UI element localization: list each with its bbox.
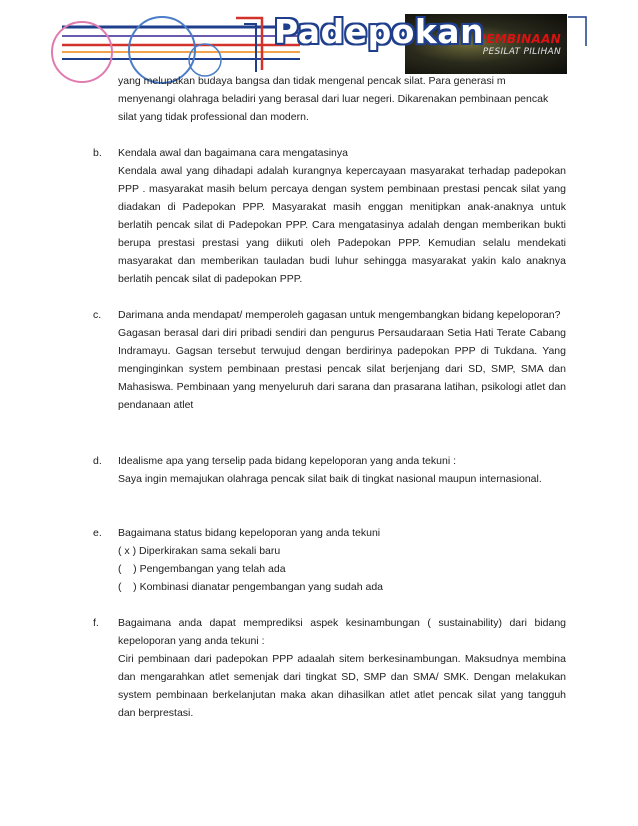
section-letter: e. xyxy=(93,527,102,539)
section-answer: Saya ingin memajukan olahraga pencak silat baik di tingkat nasional maupun internasional. xyxy=(118,473,542,485)
intro-line: silat yang tidak professional dan modern. xyxy=(118,111,309,123)
section-letter: f. xyxy=(93,617,99,629)
section-e xyxy=(93,524,566,596)
intro-paragraph xyxy=(96,72,566,126)
section-question: Idealisme apa yang terselip pada bidang kepeloporan yang anda tekuni : xyxy=(118,455,456,467)
document-body xyxy=(93,72,566,722)
header-corner-right xyxy=(568,17,586,46)
header-bracket-navy xyxy=(244,24,256,72)
section-letter: c. xyxy=(93,309,102,321)
section-answer: Kendala awal yang dihadapi adalah kurangnya kepercayaan masyarakat terhadap padepokan PPP . masyarakat masih belum percaya dengan system pembinaan prestasi pencak silat yang diadakan di Padepokan PPP. Masyarakat masih enggan menitipkan anak-anaknya untuk berlatih pencak silat di Padepokan PPP. Cara mengatasinya adalah dengan memberikan bukti berupa prestasi prestasi yang diikuti oleh Padepokan PPP. Kemudian selalu mendekati masyarakat dan memberikan tauladan budi luhur sehingga masyarakat yakin kalo anaknya berlatih pencak silat di padepokan PPP. xyxy=(118,165,566,285)
section-answer: Gagasan berasal dari diri pribadi sendiri dan pengurus Persaudaraan Setia Hati Terate Cabang Indramayu. Gagsan tersebut terwujud dengan berdirinya padepokan PPP di Tukdana. Yang menginginkan system pembinaan prestasi pencak silat berjenjang dari SD, SMP, SMA dan Mahasiswa. Pembinaan yang menyeluruh dari sarana dan prasarana latihan, psikologi atlet dan pendanaan atlet xyxy=(118,327,566,411)
section-question: Darimana anda mendapat/ memperoleh gagasan untuk mengembangkan bidang kepeloporan? xyxy=(118,309,561,321)
status-option: ( ) Pengembangan yang telah ada xyxy=(118,563,286,575)
section-question: Kendala awal dan bagaimana cara mengatasinya xyxy=(118,147,348,159)
section-c xyxy=(93,306,566,414)
section-answer: Ciri pembinaan dari padepokan PPP adaalah sitem berkesinambungan. Maksudnya membina dan mengarahkan atlet semenjak dari tingkat SD, SMP dan SMA/ SMK. Dengan melakukan system pembinaan berkelanjutan maka akan dihasilkan atlet atlet pencak silat yang tangguh dan berprestasi. xyxy=(118,653,566,719)
banner-title: PEMBINAAN xyxy=(477,32,561,46)
section-letter: d. xyxy=(93,455,102,467)
section-d xyxy=(93,452,566,488)
section-question: Bagaimana status bidang kepeloporan yang anda tekuni xyxy=(118,527,381,539)
section-f xyxy=(93,614,566,722)
intro-line: yang melupakan budaya bangsa dan tidak mengenal pencak silat. Para generasi m xyxy=(118,75,506,87)
status-option: ( x ) Diperkirakan sama sekali baru xyxy=(118,545,281,557)
status-option: ( ) Kombinasi dianatar pengembangan yang sudah ada xyxy=(118,581,384,593)
section-question: Bagaimana anda dapat memprediksi aspek kesinambungan ( sustainability) dari bidang kepeloporan yang anda tekuni : xyxy=(118,617,566,647)
page-header-title: Padepokan xyxy=(274,12,485,51)
section-letter: b. xyxy=(93,147,102,159)
intro-line: menyenangi olahraga beladiri yang berasal dari luar negeri. Dikarenakan pembinaan pencak xyxy=(118,93,549,105)
section-b xyxy=(93,144,566,288)
banner-subtitle: PESILAT PILIHAN xyxy=(482,47,561,57)
